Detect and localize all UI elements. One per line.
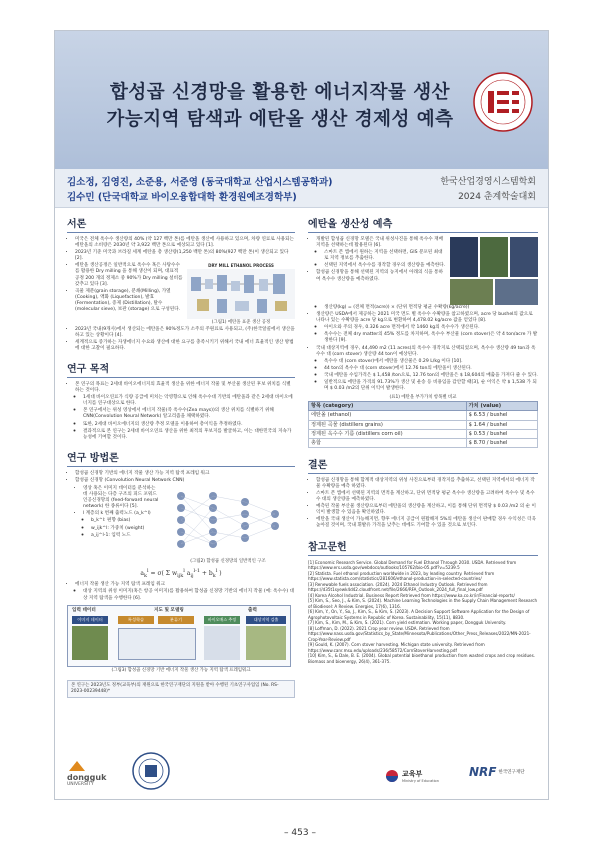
cnn-desc: ◦ b_k^l: 편향 (bias) bbox=[91, 518, 159, 524]
framework-figure bbox=[67, 605, 291, 667]
reference-item: [6] Kim, Y., On, Y., So, J., Kim, S., & Kim, S. (2023). A Decision Support Software Application for the Design of Agrophotovoltaic Systems in Republic of Korea. Sustainability, 15(11), 8830. bbox=[308, 609, 530, 620]
table-cell: $ 8.70 / bushel bbox=[466, 438, 537, 447]
author-line2: 김수민 (단국대학교 바이오융합대학 환경원예조경학부) bbox=[67, 192, 297, 203]
nrf-logo-sub: 한국연구재단 bbox=[498, 770, 525, 775]
flow-box: 분류기 bbox=[158, 616, 194, 624]
table-row bbox=[309, 411, 538, 420]
reference-item: [1] Economic Research Service. Global Demand for Fuel Ethanol Through 2030. USDA. Retrieved from https://www.ers.usda.gov/webdocs/outlooks/105762/bio-05.pdf?v=5239.5 bbox=[308, 559, 517, 570]
figure2-caption: (그림2) 합성곱 신경망의 일반적인 구조 bbox=[190, 558, 266, 564]
intro-item: • 세계적으로 증가하는 자생에너지 수요와 생산에 대한 요구를 충족시키기 위해서 국내 에너 효율적인 생산 방법에 대한 고찰이 필요하다. bbox=[75, 340, 295, 352]
table-cell: 정제된 곡물 (distillers grains) bbox=[309, 420, 467, 429]
section-title-method: 연구 방법론 bbox=[67, 449, 295, 467]
conclusion-body bbox=[308, 478, 538, 530]
satellite-thumb bbox=[495, 279, 538, 305]
purpose-body bbox=[67, 382, 295, 441]
method-item: • 합성곱 신경망 (Convolution Neural Network CNN) bbox=[75, 478, 295, 484]
purpose-item: • 본 연구의 목표는 2세대 바이오에너지의 효율적 생산을 위한 에너지 작물 및 부산물 생산된 후보 위치를 식별하는 것이다. bbox=[75, 382, 295, 394]
table-row bbox=[309, 420, 538, 429]
section-title-references: 참고문헌 bbox=[308, 538, 538, 556]
figure1-caption: (그림1) 에탄올 표준 생산 공정 bbox=[211, 320, 271, 326]
cnn-desc: • l 계층의 k 번째 출력노드 (a_k^l) bbox=[83, 511, 159, 517]
page-number: – 453 – bbox=[284, 828, 316, 838]
table-cell: $ 6.53 / bushel bbox=[466, 411, 537, 420]
model-diagram bbox=[118, 628, 196, 660]
process-figure-title: DRY MILL ETHANOL PROCESS bbox=[208, 263, 274, 269]
prediction-item: • 생산량은 USDA에서 제공하는 2021 미국 면도 별 옥수수 수확량을 참고하였으며, acre 당 bushel의 값으로 나타나 있는 수확량을 acre 당 kg으로 변환하여 4,478.02 kg/acre 값을 얻었다 [8]. bbox=[316, 312, 538, 324]
method-item: • 에너지 작물 생산 가능 지역 탐색 프레임 워크 bbox=[75, 582, 295, 588]
output-map-thumb bbox=[246, 626, 286, 660]
moe-logo-sub: Ministry of Education bbox=[402, 779, 439, 783]
cnn-desc: ◦ w_ijk^l: 가중치 (weight) bbox=[91, 526, 159, 532]
app-screenshots bbox=[450, 237, 538, 305]
table1-caption: (표1) 에탄올 부가가치 항목별 비교 bbox=[389, 395, 457, 401]
prediction-subitem: ◦ 옥수수 대 (corn stover)에서 에탄올 생산물은 0.29 L/kg 이다 [10]. bbox=[324, 359, 538, 365]
footer-logos bbox=[55, 739, 548, 799]
reference-item: [3] Renewable fuels association. (2024). 2024 Ethanol Industry Outlook. Retrieved from https://d35t1syewk4d42.cloudfront.net/file/2666/RFA_Outlook_2024_full_final_low.pdf bbox=[308, 581, 488, 592]
reference-item: [5] Kim, S., Seo, J., & Kim, S. (2024). Machine Learning Technologies in the Supply Chain Management Research of Biodiesel: A Review. Energies, 17(6), 1316. bbox=[308, 598, 538, 609]
prediction-subitem: ◦ 44 ton의 옥수수 대 (corn stover)에서 12.76 ton의 에탄올이 생산된다. bbox=[324, 366, 538, 372]
satellite-thumb bbox=[450, 279, 493, 305]
conclusion-item: • 스마트 폰 앱에서 선택된 지역의 면적을 계산하고, 단위 면적당 평균 옥수수 생산량을 고려하여 옥수수 및 옥수수 대의 생산량을 예측하였다. bbox=[316, 491, 538, 503]
app-screen-thumb bbox=[450, 237, 478, 277]
poster bbox=[54, 30, 549, 800]
intro-item: • 곡물 제분(grain storage), 분쇄(Milling), 가열 (Cooking), 액화 (Liquefaction), 발효 (Fermentation), 증제 (Distillation), 탈수 (molecular sieve), 보관 (storage) 으로 구성된다. bbox=[75, 289, 184, 313]
prediction-subitem: ◦ 선택된 지역에서 옥수수를 경작할 경우의 생산량을 예측한다. bbox=[324, 263, 446, 269]
cnn-equation: $a_k^l = \sigma$( Σ $w_{ijk}^l$ $a_{ij}^{l-1} + b_k^l$ ) bbox=[140, 568, 222, 580]
reference-list bbox=[308, 560, 538, 664]
prediction-subitem: ◦ 일반적으로 에탄올 가격의 91.73%가 생산 및 운송 등 비용임을 감안할 때[3], 순 이익은 약 $ 1,538 가 되며 $ 0.03 /m2의 단위 이익이 발생한다. bbox=[324, 380, 538, 392]
prediction-subitem: ◦ 스마트 폰 앱에서 원하는 지역을 선택하면, GIS 분포된 최대로 지역 정보를 추출한다. bbox=[324, 250, 446, 262]
poster-title-line1: 합성곱 신경망을 활용한 에너지작물 생산 bbox=[109, 82, 451, 103]
moe-logo-text: 교육부 bbox=[402, 770, 423, 778]
conclusion-item: • 에탄올 국내 생산이 가능해지면, 향후 에너지 공급이 원활해져 5%의 에탄올 생산이 판매할 경우 수익성은 더욱 높아질 것이며, 국내 휘발유 가격을 낮추는 데에도 기여할 수 있을 것으로 보인다. bbox=[316, 517, 538, 529]
prediction-item: • 합성곱 신경망을 통해 선택된 지역의 농지에서 아래의 식을 통하여 옥수수 생산량을 예측하였다. bbox=[316, 270, 446, 282]
conclusion-item: • 예측된 작물 부산물 생산량으로부터 에탄올의 생산량을 계산하고, 이를 통해 단위 면적당 $ 0.03 /m2 의 순 이익이 발생할 수 있음을 확인하였다. bbox=[316, 504, 538, 516]
table-row bbox=[309, 429, 538, 438]
prediction-item: • 개발된 합성곱 신경망 모델은 국내 위성사진을 통해 옥수수 재배지역을 선택하는데 활용된다 [6]. bbox=[316, 237, 446, 249]
flow-label: 입력 데이터 bbox=[72, 607, 96, 613]
reference-item: [9] Gould, K. (2007). Corn stover harvesting. Michigan state university. Retrieved from https://www.canr.msu.edu/uploads/236/58572/CornStoverHarvesting.pdf bbox=[308, 642, 485, 653]
right-column bbox=[308, 215, 538, 664]
society-logo bbox=[472, 71, 534, 133]
conference-event: 2024 춘계학술대회 bbox=[458, 192, 536, 202]
flow-label: 지도 및 모델링 bbox=[154, 607, 184, 613]
purpose-subitem: ◦ 또한, 2세대 바이오에너지의 생산량 추정 모델을 이용하여 총이익을 추정하였다. bbox=[83, 422, 295, 428]
method-item: • 합성곱 신경망 기반의 에너지 작물 생산 가능 지역 탐색 프레임 워크 bbox=[75, 471, 295, 477]
section-title-prediction: 에탄올 생산성 예측 bbox=[308, 215, 538, 233]
process-figure bbox=[187, 263, 295, 326]
biomass-thumb bbox=[204, 626, 240, 660]
purpose-subitem: ◦ 본 연구에서는 위성 영상에서 에너지 작물(즉 옥수수(Zea mays))의 생산 위치를 식별하기 위해 CNN(Convolution Neural Network) 알고리즘을 채택하였다. bbox=[83, 408, 295, 420]
table-cell: 에탄올 (ethanol) bbox=[309, 411, 467, 420]
reference-item: [4] Korea Alcohol Industrial. Business Report Retrieved from https://www.ka.co.kr/ir/Financial-reports/ bbox=[308, 592, 515, 598]
purpose-subitem: ◦ 결과적으로 본 연구는 2세대 바이오연료 생산을 위한 최적의 후보지를 발굴하고, 이는 대한민국의 지속가능성에 기여할 것이다. bbox=[83, 429, 295, 441]
author-line1: 김소정, 김영진, 소준용, 서준영 (동국대학교 산업시스템공학과) bbox=[67, 177, 333, 188]
conclusion-item: • 합성곱 신경망을 통해 합계적 대상지역의 위성 사진으로부터 경작지를 추출하고, 선택된 지역에서의 에너지 작물 수확량을 예측 하였다. bbox=[316, 478, 538, 490]
prediction-subitem: ◦ 옥수수는 전체 dry matter의 45% 정도를 차지하며, 옥수수 부산물 (corn stover)은 약 4 ton/acre 가 발생한다 [9]. bbox=[324, 332, 538, 344]
conference-name: 한국산업경영시스템학회 bbox=[440, 177, 536, 187]
table-row bbox=[309, 438, 538, 447]
prediction-subitem: ◦ 생산량(kg) = (전체 면적(acre)) × (단위 면적당 평균 수확량(kg/acre)) bbox=[324, 305, 538, 311]
table-cell: $ 0.53 / bushel bbox=[466, 429, 537, 438]
prediction-subitem: ◦ 아이오와 주의 경우, 0.326 acre 면적에서 약 1460 kg의 옥수수가 생산된다. bbox=[324, 325, 538, 331]
figure3-caption: (그림3) 합성곱 신경망 기반 에너지 작물 생산 가능 지역 탐색 프레임워크 bbox=[111, 667, 251, 673]
authors-bar bbox=[55, 169, 548, 208]
flow-box: 이미지 데이터 bbox=[72, 616, 108, 624]
nrf-logo bbox=[469, 765, 525, 779]
reference-item: [8] Loffman, D. (2022). 2021 Crop year review. USDA. Retrieved from https://www.nass.usda.gov/Statistics_by_State/Minnesota/Publications/Other_Press_Releases/2022/MN-2021-Crop-Year-Review.pdf bbox=[308, 626, 531, 642]
prediction-body bbox=[308, 237, 538, 448]
dongguk-logo-sub: UNIVERSITY bbox=[67, 782, 94, 787]
flow-label: 출력 bbox=[248, 607, 257, 613]
poster-header bbox=[55, 31, 548, 169]
prediction-item: • 국내 대상지역에 경우, 44,490 m2 (11 acres)의 옥수수 경작지로 산택되었으며, 옥수수 생산량 49 ton과 옥수수 대 (corn stover) 생산량 44 ton이 예상된다. bbox=[316, 346, 538, 358]
intro-body bbox=[67, 237, 295, 352]
left-column bbox=[67, 215, 295, 698]
reference-item: [7] Kim, S., Kim, M., & Kim, S. (2021). Corn yield estimation. Working paper, Dongguk University. bbox=[308, 620, 507, 626]
cnn-desc: • 영상 혹은 이미지 데이터를 분석하는데 사용되는 다층 구조의 피드 포워드 인공신경망의 (feed-forward neural network) 한 종류이다 [5]. bbox=[83, 486, 159, 510]
intro-item: • 미국은 전체 옥수수 생산량의 40% (약 127 백만 톤)를 에탄올 생산에 사용하고 있으며, 차량 연료로 사용되는 에탄올의 소비량은 2030년 약 3,922 백만 톤으로 예상되고 있다 [1]. bbox=[75, 237, 295, 249]
method-body bbox=[67, 471, 295, 698]
intro-item: • 에탄올 생산공정은 일반적으로 옥수수 혹은 사탕수수를 활용한 Dry milling 을 통해 생산이 되며, 대표적 공정 200 개의 정제소 중 90%가 Dry milling 설비를 갖추고 있다 [3]. bbox=[75, 263, 184, 287]
dongguk-logo bbox=[67, 759, 123, 787]
satellite-thumb bbox=[72, 626, 108, 660]
dongguk-logo-text: dongguk bbox=[67, 773, 107, 782]
app-screen-thumb bbox=[480, 237, 508, 277]
dankook-seal bbox=[131, 751, 171, 791]
prediction-subitem: ◦ 국내 에탄올 수입가격은 $ 1,458 /ton으로, 12.76 ton의 에탄올은 $ 18,604의 매출을 가져다 줄 수 있다. bbox=[324, 373, 538, 379]
section-title-conclusion: 결론 bbox=[308, 456, 538, 474]
flow-box: 대상지역 검출 bbox=[246, 616, 286, 624]
flow-box: 특성학습 bbox=[118, 616, 154, 624]
reference-item: [10] Kim, S., & Dale, B. E. (2004). Global potential bioethanol production from wasted crops and crop residues. Biomass and bioenergy, 26(4), 361-375. bbox=[308, 653, 536, 664]
table-header: 가치 (value) bbox=[466, 402, 537, 411]
poster-title-line2: 가능지역 탐색과 에탄올 생산 경제성 예측 bbox=[106, 109, 454, 130]
nrf-logo-text: NRF bbox=[469, 765, 497, 779]
funding-note: 본 연구는 2023년도 정부(교육부)의 재원으로 한국연구재단의 지원을 받아 수행된 기초연구사업임 (No. RS-2023-00239448)* bbox=[67, 680, 295, 698]
intro-item: • 2023년 국내(9개사)에서 생산되는 에탄올은 90%정도가 소주의 주원료로 사용되고, (주)한국알콜에서 생산을 하고 있는 상황이다 [4]. bbox=[75, 327, 295, 339]
cnn-desc: ◦ a_ij^l-1: 입력 노드 bbox=[91, 533, 159, 539]
flow-box: 바이오매스 추정 bbox=[204, 616, 240, 624]
table-header: 항목 (category) bbox=[309, 402, 467, 411]
purpose-subitem: ◦ 1세대 바이오연료가 식량 공급에 미치는 악영향으로 인해 옥수수대 기반의 에탄올과 같은 2세대 바이오에너지를 연구대상으로 한다. bbox=[83, 395, 295, 407]
table-cell: 총합 bbox=[309, 438, 467, 447]
table-cell: $ 1.64 / bushel bbox=[466, 420, 537, 429]
moe-logo bbox=[385, 769, 439, 783]
section-title-intro: 서론 bbox=[67, 215, 295, 233]
cnn-figure bbox=[163, 486, 293, 565]
value-table bbox=[308, 401, 538, 447]
table-cell: 정제된 옥수수 기름 (distillers corn oil) bbox=[309, 429, 467, 438]
reference-item: [2] Statista. Fuel ethanol production worldwide in 2023, by leading country. Retrieved from https://www.statista.com/statistics/281606/ethanol-production-in-selected-countries/ bbox=[308, 570, 495, 581]
app-screen-thumb bbox=[510, 237, 538, 277]
method-subitem: ◦ 대상 지역의 위성 이미지(혹은 항공 이미지)를 활용하여 합성곱 신경망 기반의 에너지 작물 (예: 옥수수) 대상 지역 탐색을 수행한다 [6]. bbox=[83, 589, 295, 601]
section-title-purpose: 연구 목적 bbox=[67, 360, 295, 378]
intro-item: • 2023년 기준 미국과 브라질 세계 에탄올 총 생산량(1,250 백만 톤)의 80%(927 백만 톤)이 생산되고 있다 [2]. bbox=[75, 250, 295, 262]
